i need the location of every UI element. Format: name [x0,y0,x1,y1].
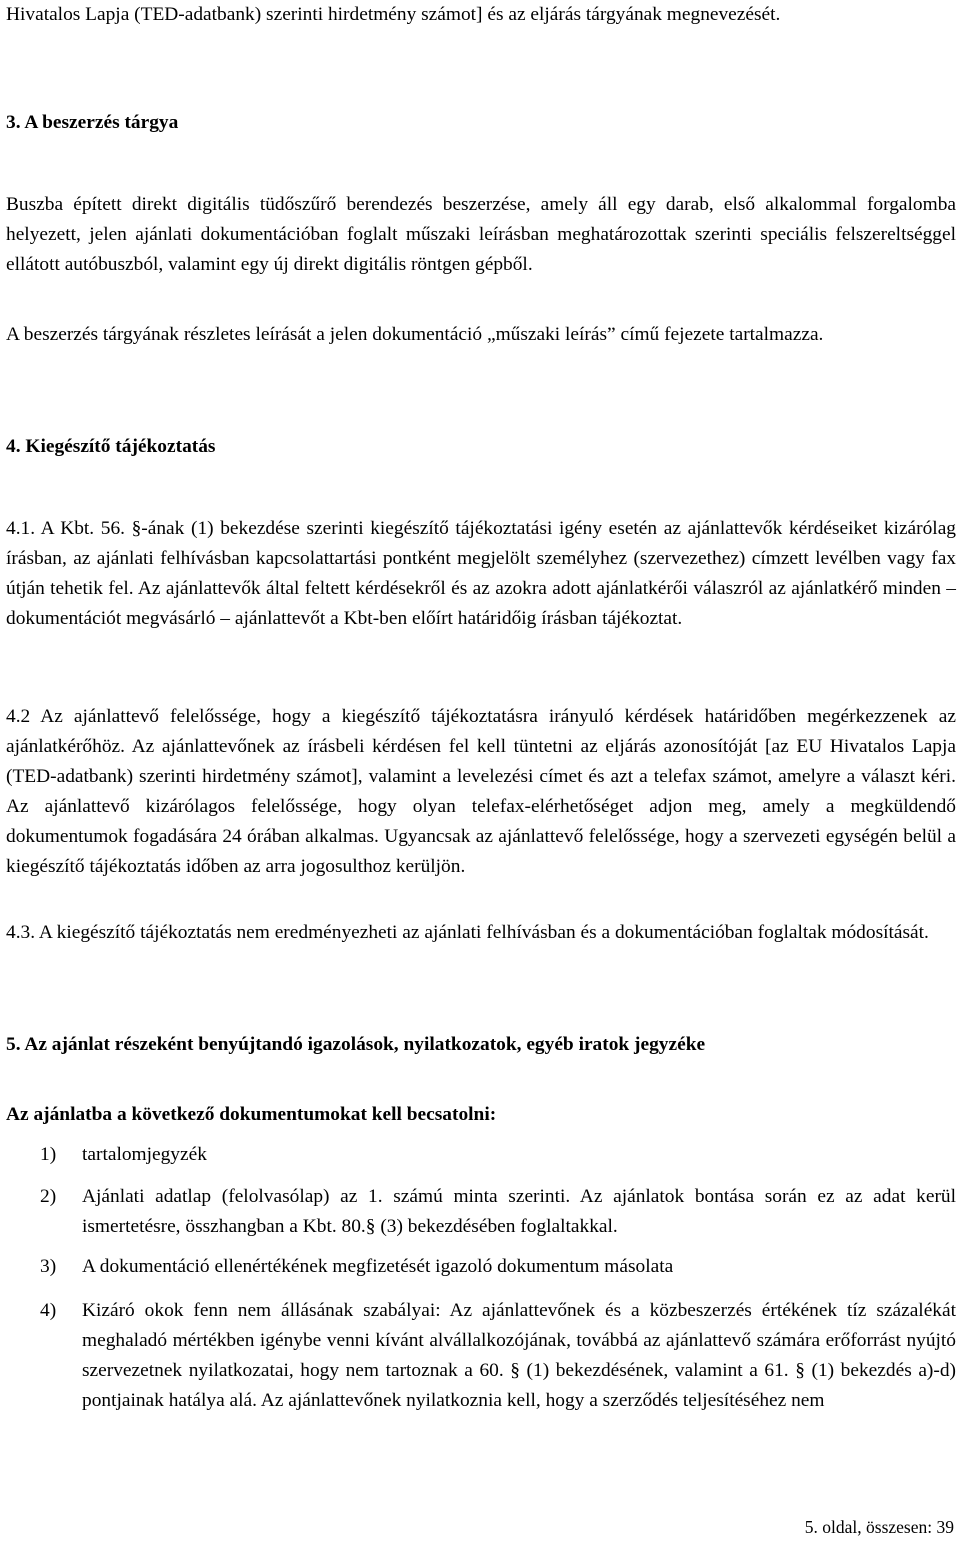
list-item-text: Ajánlati adatlap (felolvasólap) az 1. számú minta szerinti. Az ajánlatok bontása során ez az adat kerül ismertetésre, összhangban a Kbt. 80.§ (3) bekezdésében foglaltakkal. [82,1186,956,1237]
list-item-text: A dokumentáció ellenértékének megfizetését igazoló dokumentum másolata [82,1256,674,1277]
list-item [40,1296,956,1416]
section-4-2-paragraph: 4.2 Az ajánlattevő felelőssége, hogy a kiegészítő tájékoztatásra irányuló kérdések határidőben megérkezzenek az ajánlatkérőhöz. Az ajánlattevőnek az írásbeli kérdésen fel kell tüntetni az eljárás azonosítóját [az EU Hivatalos Lapja (TED-adatbank) szerinti hirdetmény számot], valamint a levelezési címet és azt a telefax számot, amelyre a választ kéri. Az ajánlattevő kizárólagos felelőssége, hogy olyan telefax-elérhetőséget adjon meg, amely a megküldendő dokumentumok fogadására 24 órában alkalmas. Ugyancsak az ajánlattevő felelőssége, hogy a szervezeti egységén belül a kiegészítő tájékoztatás időben az arra jogosulthoz kerüljön. [6,706,956,877]
list-item [40,1182,956,1242]
section-4-1-paragraph: 4.1. A Kbt. 56. §-ának (1) bekezdése szerinti kiegészítő tájékoztatási igény esetén az ajánlattevők kérdéseiket kizárólag írásban, az ajánlati felhívásban kapcsolattartási pontként megjelölt személyhez (szervezethez) címzett levélben vagy fax útján tehetik fel. Az ajánlattevők által feltett kérdésekről és az azokra adott ajánlatkérői válaszról az ajánlatkérő minden – dokumentációt megvásárló – ajánlattevőt a Kbt-ben előírt határidőig írásban tájékoztat. [6,518,956,629]
section-5-heading: 5. Az ajánlat részeként benyújtandó igazolások, nyilatkozatok, egyéb iratok jegyzéke [6,1034,706,1055]
list-item-text: tartalomjegyzék [82,1144,207,1165]
section-5-subheading: Az ajánlatba a következő dokumentumokat kell becsatolni: [6,1104,497,1125]
list-item [40,1252,956,1282]
section-3-paragraph-1: Buszba épített direkt digitális tüdőszűrő berendezés beszerzése, amely áll egy darab, első alkalommal forgalomba helyezett, jelen ajánlati dokumentációban foglalt műszaki leírásban meghatározottak szerinti speciális felszereltséggel ellátott autóbuszból, valamint egy új direkt digitális röntgen gépből. [6,194,956,275]
list-item [40,1140,956,1170]
list-item-number: 4) [40,1300,57,1321]
list-item-text: Kizáró okok fenn nem állásának szabályai: Az ajánlattevőnek és a közbeszerzés értékének tíz százalékát meghaladó mértékben igénybe venni kívánt alvállalkozójának, továbbá az ajánlattevő számára erőforrást nyújtó szervezetnek nyilatkozatai, hogy nem tartoznak a 60. § (1) bekezdésének, valamint a 61. § (1) bekezdés a)-d) pontjainak hatálya alá. Az ajánlattevőnek nyilatkoznia kell, hogy a szerződés teljesítéséhez nem [82,1300,956,1411]
section-4-heading: 4. Kiegészítő tájékoztatás [6,436,216,457]
section-3-heading: 3. A beszerzés tárgya [6,112,179,133]
page-footer: 5. oldal, összesen: 39 [804,1517,954,1537]
section-3-paragraph-2: A beszerzés tárgyának részletes leírását a jelen dokumentáció „műszaki leírás” című fejezete tartalmazza. [6,324,824,345]
list-item-number: 3) [40,1256,57,1277]
intro-continuation: Hivatalos Lapja (TED-adatbank) szerinti hirdetmény számot] és az eljárás tárgyának megnevezését. [6,4,781,25]
section-4-3-paragraph: 4.3. A kiegészítő tájékoztatás nem eredményezheti az ajánlati felhívásban és a dokumentációban foglaltak módosítását. [6,922,929,943]
list-item-number: 2) [40,1186,57,1207]
list-item-number: 1) [40,1144,57,1165]
